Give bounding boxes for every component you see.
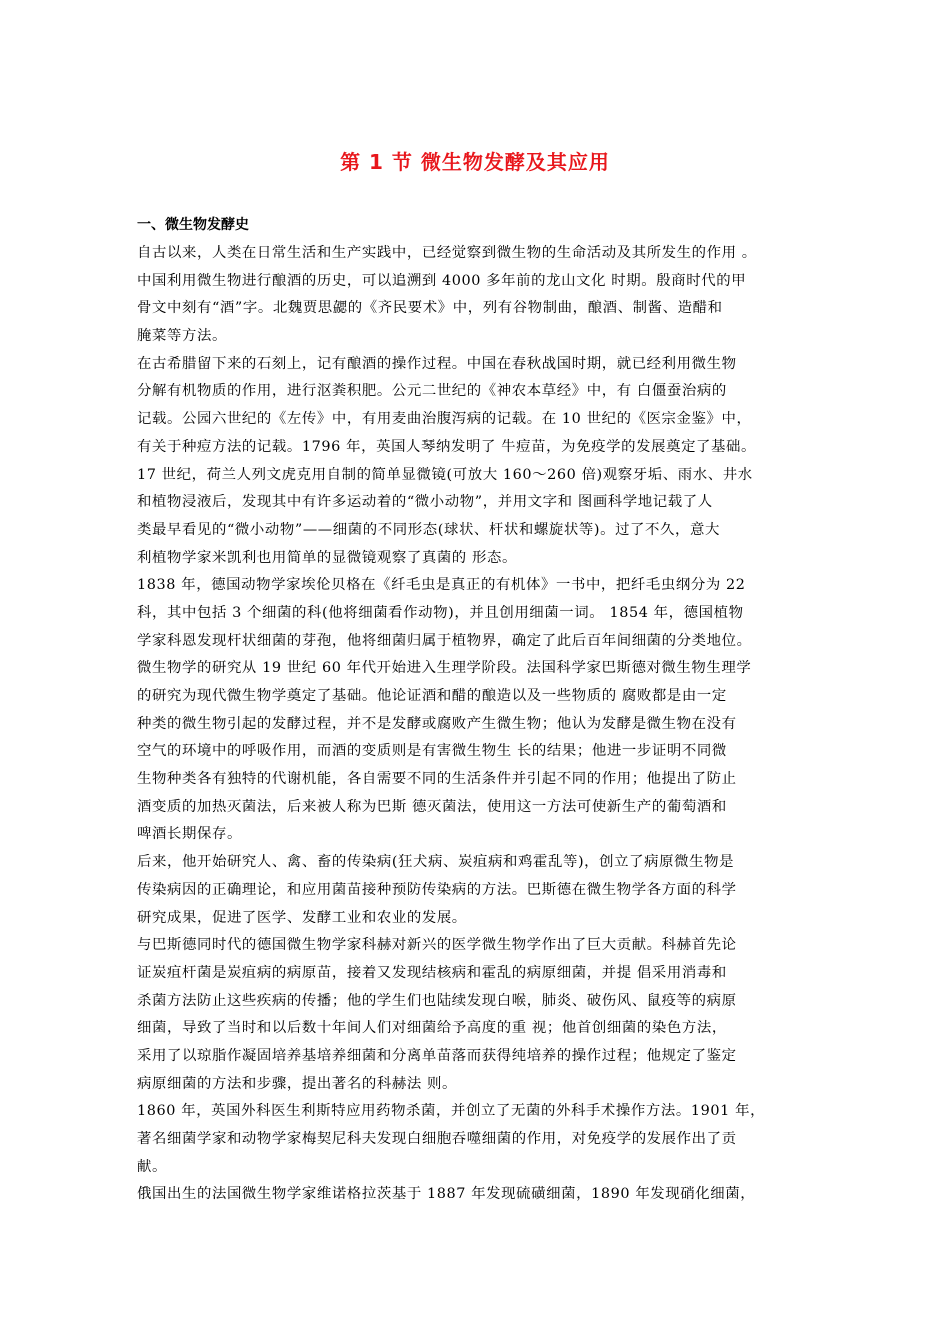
text-line: 病原细菌的方法和步骤，提出著名的科赫法 则。 xyxy=(137,1075,457,1092)
text-line: 微生物学的研究从 19 世纪 60 年代开始进入生理学阶段。法国科学家巴斯德对微生物生理学 xyxy=(137,660,752,677)
text-line: 杀菌方法防止这些疾病的传播；他的学生们也陆续发现白喉，肺炎、破伤风、鼠疫等的病原 xyxy=(137,992,737,1009)
text-line: 酒变质的加热灭菌法，后来被人称为巴斯 德灭菌法，使用这一方法可使新生产的葡萄酒和 xyxy=(137,798,727,815)
paragraph xyxy=(137,1098,827,1181)
text-line: 有关于种痘方法的记载。1796 年，英国人琴纳发明了 牛痘苗，为免疫学的发展奠定了基础。 xyxy=(137,438,757,455)
text-line: 生物种类各有独特的代谢机能，各自需要不同的生活条件并引起不同的作用；他提出了防止 xyxy=(137,771,737,788)
text-line: 记载。公园六世纪的《左传》中，有用麦曲治腹泻病的记载。在 10 世纪的《医宗金鉴》中， xyxy=(137,411,752,428)
text-line: 自古以来，人类在日常生活和生产实践中，已经觉察到微生物的生命活动及其所发生的作用 。 xyxy=(137,245,757,261)
text-line: 分解有机物质的作用，进行沤粪积肥。公元二世纪的《神农本草经》中，有 白僵蚕治病的 xyxy=(137,383,727,400)
section-heading: 一、微生物发酵史 xyxy=(137,217,249,233)
text-line: 骨文中刻有“酒”字。北魏贾思勰的《齐民要术》中，列有谷物制曲，酿酒、制酱、造醋和 xyxy=(137,300,723,317)
text-line: 科，其中包括 3 个细菌的科(他将细菌看作动物)，并且创用细菌一词。 1854 年，德国植物 xyxy=(137,604,744,621)
text-line: 的研究为现代微生物学奠定了基础。他论证酒和醋的酿造以及一些物质的 腐败都是由一定 xyxy=(137,688,727,704)
text-line: 腌菜等方法。 xyxy=(137,328,227,345)
paragraph xyxy=(137,849,827,932)
text-line: 与巴斯德同时代的德国微生物学家科赫对新兴的医学微生物学作出了巨大贡献。科赫首先论 xyxy=(137,937,737,954)
text-line: 1860 年，英国外科医生利斯特应用药物杀菌，并创立了无菌的外科手术操作方法。1901 年， xyxy=(137,1103,766,1120)
text-line: 细菌，导致了当时和以后数十年间人们对细菌给予高度的重 视；他首创细菌的染色方法， xyxy=(137,1020,727,1037)
text-line: 1838 年，德国动物学家埃伦贝格在《纤毛虫是真正的有机体》一书中，把纤毛虫纲分为 22 xyxy=(137,577,746,594)
text-line: 证炭疽杆菌是炭疽病的病原苗，接着又发现结核病和霍乱的病原细菌，并提 倡采用消毒和 xyxy=(137,964,727,981)
text-line: 俄国出生的法国微生物学家维诺格拉茨基于 1887 年发现硫磺细菌，1890 年发现硝化细菌， xyxy=(137,1186,756,1203)
text-line: 中国利用微生物进行酿酒的历史，可以追溯到 4000 多年前的龙山文化 时期。殷商时代的甲 xyxy=(137,272,747,289)
paragraph xyxy=(137,240,827,351)
text-line: 17 世纪，荷兰人列文虎克用自制的简单显微镜(可放大 160～260 倍)观察牙垢、雨水、井水 xyxy=(137,466,753,483)
paragraph xyxy=(137,1181,827,1209)
text-line: 利植物学家米凯利也用简单的显微镜观察了真菌的 形态。 xyxy=(137,549,517,566)
page-title: 第 1 节 微生物发酵及其应用 xyxy=(340,150,610,174)
paragraph xyxy=(137,572,827,849)
text-line: 献。 xyxy=(137,1158,167,1175)
text-line: 在古希腊留下来的石刻上，记有酿酒的操作过程。中国在春秋战国时期，就已经利用微生物 xyxy=(137,355,737,372)
text-line: 著名细菌学家和动物学家梅契尼科夫发现白细胞吞噬细菌的作用，对免疫学的发展作出了贡 xyxy=(137,1131,737,1147)
text-line: 和植物浸液后，发现其中有许多运动着的“微小动物”，并用文字和 图画科学地记载了人 xyxy=(137,494,713,511)
text-line: 种类的微生物引起的发酵过程，并不是发酵或腐败产生微生物；他认为发酵是微生物在没有 xyxy=(137,715,737,732)
text-line: 采用了以琼脂作凝固培养基培养细菌和分离单苗落而获得纯培养的操作过程；他规定了鉴定 xyxy=(137,1047,737,1064)
document-body xyxy=(137,240,827,1209)
text-line: 空气的环境中的呼吸作用，而酒的变质则是有害微生物生 长的结果；他进一步证明不同微 xyxy=(137,743,727,760)
text-line: 传染病因的正确理论，和应用菌苗接种预防传染病的方法。巴斯德在微生物学各方面的科学 xyxy=(137,881,737,898)
paragraph xyxy=(137,932,827,1098)
text-line: 啤酒长期保存。 xyxy=(137,826,242,843)
text-line: 学家科恩发现杆状细菌的芽孢，他将细菌归属于植物界，确定了此后百年间细菌的分类地位。 xyxy=(137,632,752,649)
text-line: 后来，他开始研究人、禽、畜的传染病(狂犬病、炭疽病和鸡霍乱等)，创立了病原微生物是 xyxy=(137,854,735,871)
text-line: 类最早看见的“微小动物”——细菌的不同形态(球状、杆状和螺旋状等)。过了不久，意大 xyxy=(137,521,720,538)
paragraph xyxy=(137,351,827,573)
text-line: 研究成果，促进了医学、发酵工业和农业的发展。 xyxy=(137,909,467,926)
